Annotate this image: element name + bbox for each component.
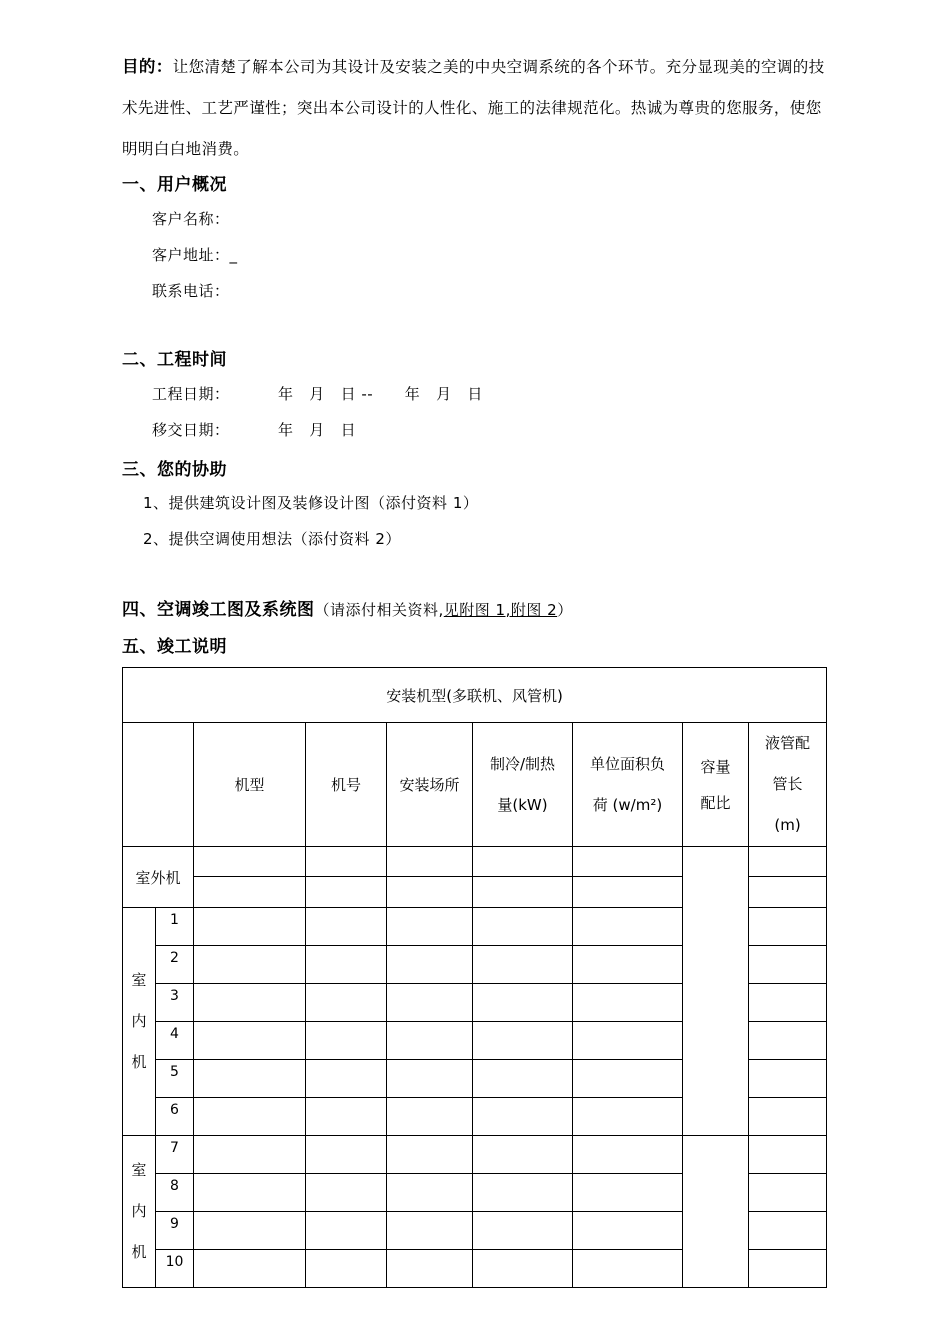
table-cell[interactable] [194, 908, 306, 946]
table-cell[interactable] [749, 1060, 827, 1098]
table-cell[interactable] [473, 1250, 573, 1288]
table-cell[interactable] [573, 847, 683, 877]
table-cell[interactable] [387, 1174, 473, 1212]
table-cell[interactable] [306, 1136, 387, 1174]
outdoor-unit-label: 室外机 [123, 847, 194, 908]
table-cell[interactable] [573, 984, 683, 1022]
indoor-number: 10 [156, 1250, 194, 1288]
table-cell[interactable] [573, 1136, 683, 1174]
table-cell[interactable] [194, 1060, 306, 1098]
header-capacity-ratio: 容量 配比 [683, 723, 749, 847]
header-unit-no: 机号 [306, 723, 387, 847]
purpose-text: 让您清楚了解本公司为其设计及安装之美的中央空调系统的各个环节。充分显现美的空调的技术先进性、工艺严谨性；突出本公司设计的人性化、施工的法律规范化。热诚为尊贵的您服务，使您明明白白地消费。 [122, 58, 825, 158]
table-cell[interactable] [573, 1174, 683, 1212]
project-date-label: 工程日期： [152, 385, 230, 403]
customer-name-label: 客户名称： [152, 210, 230, 228]
table-cell[interactable] [306, 1022, 387, 1060]
table-cell[interactable] [306, 1250, 387, 1288]
ratio-cell-group-1[interactable] [683, 847, 749, 1136]
purpose-label: 目的： [122, 57, 173, 76]
indoor-unit-label-2: 室 内 机 [123, 1136, 156, 1288]
table-cell[interactable] [473, 984, 573, 1022]
indoor-number: 4 [156, 1022, 194, 1060]
section-3-title: 三、您的协助 [122, 460, 227, 480]
table-cell[interactable] [387, 847, 473, 877]
table-cell[interactable] [387, 984, 473, 1022]
table-cell[interactable] [749, 1250, 827, 1288]
table-cell[interactable] [573, 1022, 683, 1060]
table-cell[interactable] [749, 1212, 827, 1250]
table-cell[interactable] [473, 1098, 573, 1136]
assist-item-2: 2、提供空调使用想法（添付资料 2） [143, 530, 401, 548]
header-liquid-pipe-length: 液管配 管长 (m) [749, 723, 827, 847]
project-date-value: 年 月 日 -- 年 月 日 [278, 385, 483, 403]
table-cell[interactable] [749, 877, 827, 908]
table-cell[interactable] [473, 1212, 573, 1250]
table-cell[interactable] [749, 1174, 827, 1212]
table-cell[interactable] [194, 1098, 306, 1136]
table-cell[interactable] [573, 908, 683, 946]
table-cell[interactable] [387, 908, 473, 946]
table-cell[interactable] [194, 877, 306, 908]
table-cell[interactable] [306, 984, 387, 1022]
header-model: 机型 [194, 723, 306, 847]
table-cell[interactable] [306, 877, 387, 908]
table-cell[interactable] [473, 1136, 573, 1174]
table-cell[interactable] [573, 946, 683, 984]
table-cell[interactable] [306, 847, 387, 877]
header-blank-cell [123, 723, 194, 847]
section-4-note-link: 见附图 1,附图 2 [443, 601, 558, 619]
section-4-title [122, 595, 573, 620]
table-cell[interactable] [573, 1250, 683, 1288]
table-cell[interactable] [194, 1022, 306, 1060]
table-cell[interactable] [573, 1098, 683, 1136]
table-cell[interactable] [306, 1174, 387, 1212]
indoor-unit-label-1: 室 内 机 [123, 908, 156, 1136]
section-5-title: 五、竣工说明 [122, 637, 227, 657]
table-cell[interactable] [473, 847, 573, 877]
customer-address-label: 客户地址：_ [152, 246, 238, 264]
table-cell[interactable] [194, 946, 306, 984]
table-cell[interactable] [473, 1060, 573, 1098]
table-cell[interactable] [194, 1174, 306, 1212]
table-cell[interactable] [473, 1174, 573, 1212]
section-4-note-prefix: （请添付相关资料, [314, 601, 444, 619]
indoor-number: 2 [156, 946, 194, 984]
header-capacity: 制冷/制热 量(kW) [473, 723, 573, 847]
indoor-number: 3 [156, 984, 194, 1022]
table-cell[interactable] [473, 908, 573, 946]
header-location: 安装场所 [387, 723, 473, 847]
table-cell[interactable] [749, 984, 827, 1022]
table-cell[interactable] [194, 1136, 306, 1174]
table-cell[interactable] [194, 847, 306, 877]
table-cell[interactable] [749, 946, 827, 984]
handover-date-label: 移交日期： [152, 421, 230, 439]
section-2-title: 二、工程时间 [122, 350, 227, 370]
table-cell[interactable] [387, 946, 473, 984]
table-cell[interactable] [573, 1212, 683, 1250]
section-4-title-text: 四、空调竣工图及系统图 [122, 600, 315, 620]
table-cell[interactable] [194, 984, 306, 1022]
table-cell[interactable] [573, 877, 683, 908]
table-cell[interactable] [749, 1022, 827, 1060]
table-cell[interactable] [387, 1060, 473, 1098]
table-cell[interactable] [306, 1098, 387, 1136]
table-cell[interactable] [306, 1060, 387, 1098]
indoor-number: 1 [156, 908, 194, 946]
completion-table [122, 667, 827, 1288]
table-cell[interactable] [573, 1060, 683, 1098]
table-cell[interactable] [387, 1098, 473, 1136]
header-unit-load: 单位面积负 荷 (w/m²) [573, 723, 683, 847]
table-cell[interactable] [194, 1250, 306, 1288]
table-cell[interactable] [387, 1022, 473, 1060]
table-cell[interactable] [194, 1212, 306, 1250]
table-cell[interactable] [306, 908, 387, 946]
table-cell[interactable] [306, 1212, 387, 1250]
table-cell[interactable] [387, 1250, 473, 1288]
table-cell[interactable] [387, 1212, 473, 1250]
indoor-number: 6 [156, 1098, 194, 1136]
table-cell[interactable] [473, 877, 573, 908]
purpose-paragraph [122, 46, 832, 170]
table-cell[interactable] [749, 908, 827, 946]
ratio-cell-group-2[interactable] [683, 1136, 749, 1288]
assist-item-1: 1、提供建筑设计图及装修设计图（添付资料 1） [143, 494, 479, 512]
phone-label: 联系电话： [152, 282, 230, 300]
handover-date-value: 年 月 日 [278, 421, 357, 439]
section-1-title: 一、用户概况 [122, 175, 227, 195]
indoor-number: 8 [156, 1174, 194, 1212]
table-cell[interactable] [387, 877, 473, 908]
indoor-number: 7 [156, 1136, 194, 1174]
indoor-number: 5 [156, 1060, 194, 1098]
table-caption: 安装机型(多联机、风管机) [123, 668, 827, 723]
table-cell[interactable] [749, 1136, 827, 1174]
table-cell[interactable] [306, 946, 387, 984]
table-cell[interactable] [473, 1022, 573, 1060]
table-cell[interactable] [473, 946, 573, 984]
table-cell[interactable] [749, 1098, 827, 1136]
indoor-number: 9 [156, 1212, 194, 1250]
table-cell[interactable] [749, 847, 827, 877]
section-4-note-suffix: ） [557, 601, 573, 619]
table-cell[interactable] [387, 1136, 473, 1174]
